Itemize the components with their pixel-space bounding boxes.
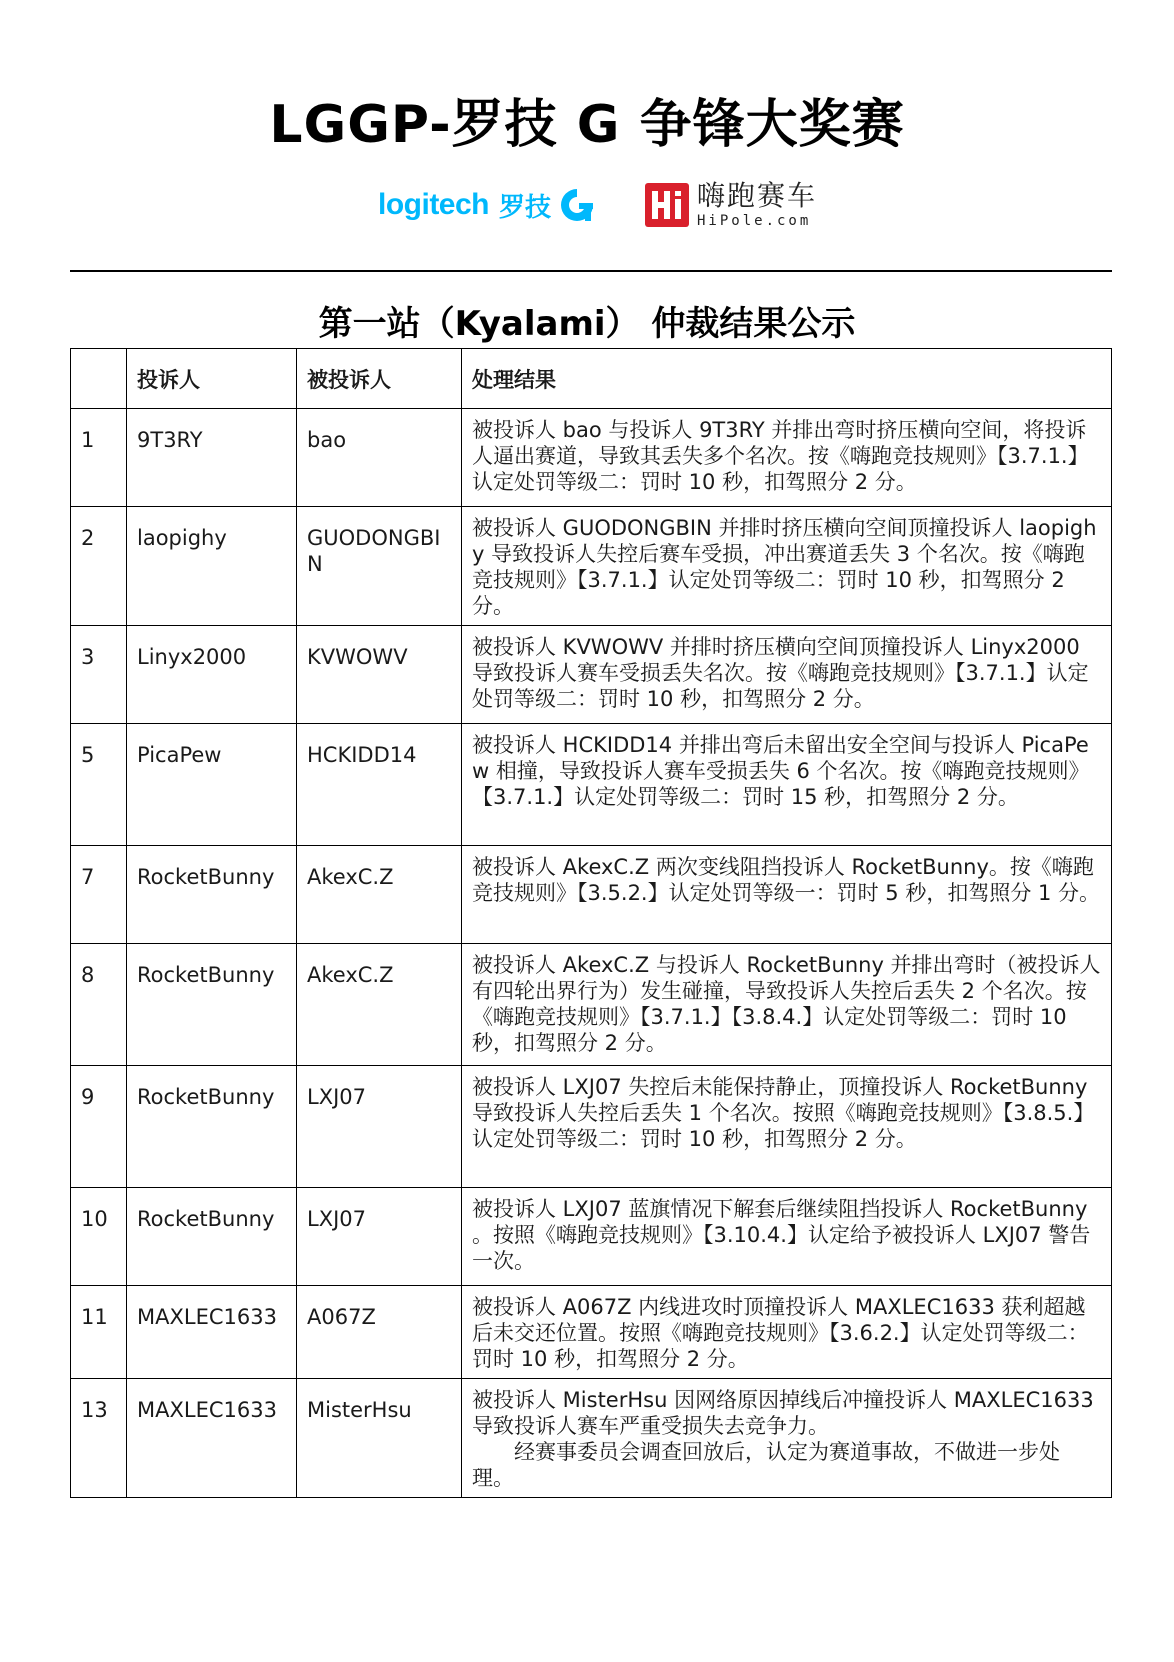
header-result: 处理结果 xyxy=(462,349,1112,409)
logo-row xyxy=(0,180,1174,240)
row-result: 被投诉人 LXJ07 蓝旗情况下解套后继续阻挡投诉人 RocketBunny 。按照《嗨跑竞技规则》【3.10.4.】认定给予被投诉人 LXJ07 警告一次。 xyxy=(462,1188,1112,1286)
hipole-domain: HiPole.com xyxy=(697,213,812,229)
row-result-main: 被投诉人 MisterHsu 因网络原因掉线后冲撞投诉人 MAXLEC1633 导致投诉人赛车严重受损失去竞争力。 xyxy=(472,1388,1094,1438)
row-complainant: Linyx2000 xyxy=(127,626,297,724)
row-respondent: A067Z xyxy=(297,1286,462,1379)
row-result: 被投诉人 LXJ07 失控后未能保持静止，顶撞投诉人 RocketBunny 导致投诉人失控后丢失 1 个名次。按照《嗨跑竞技规则》【3.8.5.】认定处罚等级二：罚时 10 秒，扣驾照分 2 分。 xyxy=(462,1066,1112,1188)
row-respondent: MisterHsu xyxy=(297,1379,462,1498)
row-result: 被投诉人 KVWOWV 并排时挤压横向空间顶撞投诉人 Linyx2000 导致投诉人赛车受损丢失名次。按《嗨跑竞技规则》【3.7.1.】认定处罚等级二：罚时 10 秒，扣驾照分 2 分。 xyxy=(462,626,1112,724)
table-row xyxy=(71,1286,1112,1379)
row-result: 被投诉人 HCKIDD14 并排出弯后未留出安全空间与投诉人 PicaPew 相撞，导致投诉人赛车受损丢失 6 个名次。按《嗨跑竞技规则》【3.7.1.】认定处罚等级二：罚时 15 秒，扣驾照分 2 分。 xyxy=(462,724,1112,846)
row-complainant: RocketBunny xyxy=(127,846,297,944)
header-divider xyxy=(70,270,1112,272)
row-complainant: PicaPew xyxy=(127,724,297,846)
row-number: 2 xyxy=(71,507,127,626)
table-row xyxy=(71,1066,1112,1188)
row-respondent: GUODONGBIN xyxy=(297,507,462,626)
row-respondent: AkexC.Z xyxy=(297,944,462,1066)
row-complainant: MAXLEC1633 xyxy=(127,1286,297,1379)
hipole-hi-icon xyxy=(645,183,689,227)
row-respondent: LXJ07 xyxy=(297,1066,462,1188)
table-header-row xyxy=(71,349,1112,409)
row-complainant: RocketBunny xyxy=(127,1188,297,1286)
page-title: LGGP-罗技 G 争锋大奖赛 xyxy=(269,95,905,155)
header-complainant: 投诉人 xyxy=(127,349,297,409)
row-result: 被投诉人 bao 与投诉人 9T3RY 并排出弯时挤压横向空间，将投诉人逼出赛道，导致其丢失多个名次。按《嗨跑竞技规则》【3.7.1.】认定处罚等级二：罚时 10 秒，扣驾照分 2 分。 xyxy=(462,409,1112,507)
table-row xyxy=(71,724,1112,846)
row-result: 被投诉人 AkexC.Z 两次变线阻挡投诉人 RocketBunny。按《嗨跑竞技规则》【3.5.2.】认定处罚等级一：罚时 5 秒，扣驾照分 1 分。 xyxy=(462,846,1112,944)
table-row xyxy=(71,409,1112,507)
row-complainant: laopighy xyxy=(127,507,297,626)
row-complainant: RocketBunny xyxy=(127,1066,297,1188)
hipole-logo xyxy=(645,180,817,230)
arbitration-results-table xyxy=(70,348,1112,1498)
row-respondent: AkexC.Z xyxy=(297,846,462,944)
row-number: 3 xyxy=(71,626,127,724)
table-row xyxy=(71,507,1112,626)
row-respondent: bao xyxy=(297,409,462,507)
row-number: 10 xyxy=(71,1188,127,1286)
row-number: 11 xyxy=(71,1286,127,1379)
row-respondent: HCKIDD14 xyxy=(297,724,462,846)
row-number: 7 xyxy=(71,846,127,944)
row-number: 8 xyxy=(71,944,127,1066)
logitech-cn-mark: 罗技 xyxy=(499,192,552,223)
table-row xyxy=(71,1379,1112,1498)
row-result: 被投诉人 AkexC.Z 与投诉人 RocketBunny 并排出弯时（被投诉人有四轮出界行为）发生碰撞，导致投诉人失控后丢失 2 个名次。按《嗨跑竞技规则》【3.7.1.】【3.8.4.】认定处罚等级二：罚时 10 秒，扣驾照分 2 分。 xyxy=(462,944,1112,1066)
row-result xyxy=(462,1379,1112,1498)
row-complainant: 9T3RY xyxy=(127,409,297,507)
table-row xyxy=(71,846,1112,944)
row-respondent: KVWOWV xyxy=(297,626,462,724)
row-result: 被投诉人 A067Z 内线进攻时顶撞投诉人 MAXLEC1633 获利超越后未交还位置。按照《嗨跑竞技规则》【3.6.2.】认定处罚等级二：罚时 10 秒，扣驾照分 2 分。 xyxy=(462,1286,1112,1379)
table-row xyxy=(71,944,1112,1066)
row-number: 9 xyxy=(71,1066,127,1188)
row-result-extra: 经赛事委员会调查回放后，认定为赛道事故，不做进一步处理。 xyxy=(472,1440,1060,1490)
row-number: 1 xyxy=(71,409,127,507)
table-row xyxy=(71,1188,1112,1286)
logitech-logo xyxy=(378,180,597,230)
hipole-cn-name: 嗨跑赛车 xyxy=(697,179,818,212)
logitech-g-icon xyxy=(557,185,597,225)
row-complainant: MAXLEC1633 xyxy=(127,1379,297,1498)
section-subtitle: 第一站（Kyalami） 仲裁结果公示 xyxy=(318,304,856,344)
row-respondent: LXJ07 xyxy=(297,1188,462,1286)
table-row xyxy=(71,626,1112,724)
row-result: 被投诉人 GUODONGBIN 并排时挤压横向空间顶撞投诉人 laopighy 导致投诉人失控后赛车受损，冲出赛道丢失 3 个名次。按《嗨跑竞技规则》【3.7.1.】认定处罚等级二：罚时 10 秒，扣驾照分 2 分。 xyxy=(462,507,1112,626)
row-number: 13 xyxy=(71,1379,127,1498)
header-respondent: 被投诉人 xyxy=(297,349,462,409)
row-complainant: RocketBunny xyxy=(127,944,297,1066)
row-number: 5 xyxy=(71,724,127,846)
header-number xyxy=(71,349,127,409)
logitech-wordmark: logitech xyxy=(378,188,490,221)
